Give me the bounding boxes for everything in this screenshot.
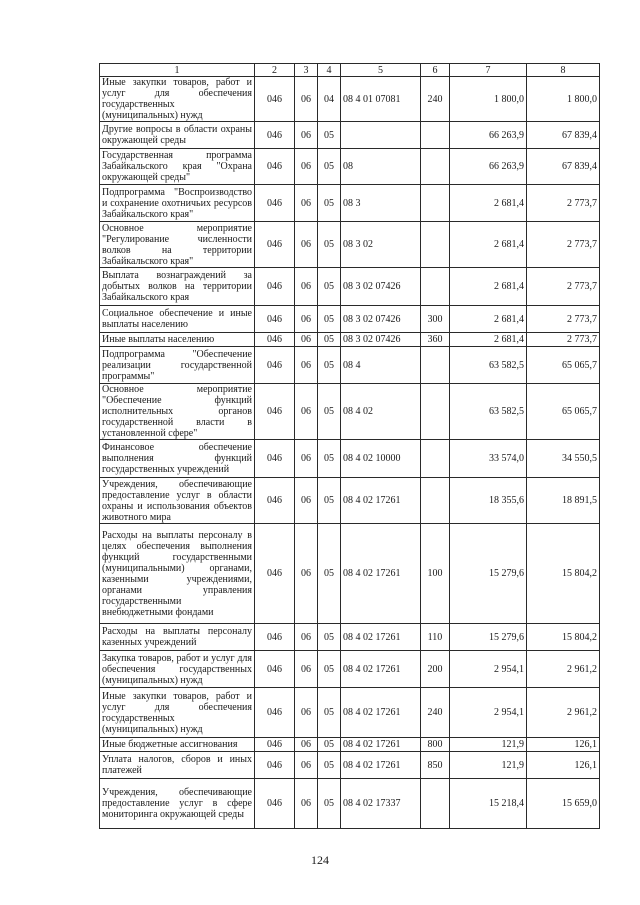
row-target-article: 08 4 02 17337 — [341, 779, 421, 829]
row-section: 06 — [295, 347, 318, 384]
row-target-article: 08 4 02 17261 — [341, 738, 421, 752]
row-amount-year2: 2 773,7 — [527, 222, 600, 268]
row-section: 06 — [295, 222, 318, 268]
row-target-article: 08 4 02 17261 — [341, 524, 421, 624]
table-header-row — [100, 64, 600, 77]
row-amount-year1: 2 681,4 — [450, 306, 527, 333]
row-section: 06 — [295, 149, 318, 185]
row-expense-type: 800 — [421, 738, 450, 752]
row-amount-year1: 121,9 — [450, 738, 527, 752]
row-expense-type: 200 — [421, 651, 450, 688]
table-row — [100, 624, 600, 651]
row-expense-type — [421, 779, 450, 829]
row-target-article: 08 4 02 17261 — [341, 478, 421, 524]
row-amount-year2: 2 773,7 — [527, 185, 600, 222]
row-amount-year2: 2 773,7 — [527, 306, 600, 333]
table-row — [100, 333, 600, 347]
row-subsection: 05 — [318, 752, 341, 779]
row-amount-year1: 18 355,6 — [450, 478, 527, 524]
row-subsection: 05 — [318, 738, 341, 752]
header-cell: 3 — [295, 64, 318, 77]
row-description: Подпрограмма "Воспроизводство и сохранение охотничьих ресурсов Забайкальского края" — [100, 185, 255, 222]
row-amount-year2: 34 550,5 — [527, 440, 600, 478]
table-row — [100, 524, 600, 624]
row-expense-type: 240 — [421, 688, 450, 738]
row-target-article: 08 4 02 17261 — [341, 624, 421, 651]
header-cell: 4 — [318, 64, 341, 77]
row-admin-code: 046 — [255, 624, 295, 651]
row-amount-year1: 2 954,1 — [450, 688, 527, 738]
row-target-article: 08 — [341, 149, 421, 185]
row-section: 06 — [295, 752, 318, 779]
row-amount-year2: 65 065,7 — [527, 384, 600, 440]
row-subsection: 05 — [318, 222, 341, 268]
row-amount-year1: 2 681,4 — [450, 222, 527, 268]
row-description: Учреждения, обеспечивающие предоставление услуг в области охраны и использования объектов животного мира — [100, 478, 255, 524]
table-row — [100, 651, 600, 688]
row-target-article: 08 4 01 07081 — [341, 77, 421, 122]
row-target-article: 08 4 02 17261 — [341, 651, 421, 688]
row-expense-type — [421, 440, 450, 478]
row-amount-year2: 18 891,5 — [527, 478, 600, 524]
row-amount-year1: 15 218,4 — [450, 779, 527, 829]
row-amount-year2: 1 800,0 — [527, 77, 600, 122]
row-section: 06 — [295, 268, 318, 306]
header-cell: 2 — [255, 64, 295, 77]
row-amount-year2: 2 773,7 — [527, 268, 600, 306]
row-admin-code: 046 — [255, 222, 295, 268]
row-amount-year2: 67 839,4 — [527, 122, 600, 149]
row-description: Иные выплаты населению — [100, 333, 255, 347]
row-admin-code: 046 — [255, 738, 295, 752]
row-section: 06 — [295, 651, 318, 688]
row-target-article: 08 4 02 10000 — [341, 440, 421, 478]
table-row — [100, 306, 600, 333]
row-admin-code: 046 — [255, 779, 295, 829]
row-subsection: 05 — [318, 524, 341, 624]
table-row — [100, 440, 600, 478]
row-admin-code: 046 — [255, 149, 295, 185]
row-admin-code: 046 — [255, 688, 295, 738]
row-amount-year1: 121,9 — [450, 752, 527, 779]
row-section: 06 — [295, 738, 318, 752]
row-description: Учреждения, обеспечивающие предоставление услуг в сфере мониторинга окружающей среды — [100, 779, 255, 829]
row-description: Иные закупки товаров, работ и услуг для обеспечения государственных (муниципальных) нужд — [100, 688, 255, 738]
row-section: 06 — [295, 440, 318, 478]
row-admin-code: 046 — [255, 384, 295, 440]
table-row — [100, 77, 600, 122]
row-expense-type — [421, 384, 450, 440]
row-amount-year1: 66 263,9 — [450, 122, 527, 149]
row-description: Другие вопросы в области охраны окружающей среды — [100, 122, 255, 149]
row-description: Подпрограмма "Обеспечение реализации государственной программы" — [100, 347, 255, 384]
table-row — [100, 222, 600, 268]
row-expense-type — [421, 122, 450, 149]
row-section: 06 — [295, 122, 318, 149]
row-section: 06 — [295, 524, 318, 624]
row-expense-type — [421, 268, 450, 306]
table-row — [100, 384, 600, 440]
table-row — [100, 122, 600, 149]
row-target-article: 08 3 02 07426 — [341, 333, 421, 347]
row-amount-year2: 126,1 — [527, 738, 600, 752]
table-row — [100, 268, 600, 306]
row-section: 06 — [295, 384, 318, 440]
header-cell: 1 — [100, 64, 255, 77]
table-row — [100, 185, 600, 222]
row-amount-year2: 15 804,2 — [527, 524, 600, 624]
row-section: 06 — [295, 306, 318, 333]
row-description: Финансовое обеспечение выполнения функций государственных учреждений — [100, 440, 255, 478]
row-amount-year2: 2 961,2 — [527, 651, 600, 688]
table-row — [100, 738, 600, 752]
row-amount-year1: 63 582,5 — [450, 347, 527, 384]
row-amount-year2: 126,1 — [527, 752, 600, 779]
row-subsection: 05 — [318, 651, 341, 688]
row-expense-type — [421, 185, 450, 222]
page-number: 124 — [311, 853, 329, 867]
row-description: Расходы на выплаты персоналу казенных учреждений — [100, 624, 255, 651]
row-amount-year1: 63 582,5 — [450, 384, 527, 440]
table-row — [100, 752, 600, 779]
row-amount-year1: 2 681,4 — [450, 185, 527, 222]
row-section: 06 — [295, 333, 318, 347]
row-expense-type: 240 — [421, 77, 450, 122]
row-description: Уплата налогов, сборов и иных платежей — [100, 752, 255, 779]
row-description: Основное мероприятие "Регулирование численности волков на территории Забайкальского края" — [100, 222, 255, 268]
row-amount-year2: 65 065,7 — [527, 347, 600, 384]
table-row — [100, 688, 600, 738]
row-admin-code: 046 — [255, 440, 295, 478]
row-amount-year1: 33 574,0 — [450, 440, 527, 478]
row-expense-type: 300 — [421, 306, 450, 333]
row-admin-code: 046 — [255, 77, 295, 122]
table-row — [100, 779, 600, 829]
row-admin-code: 046 — [255, 306, 295, 333]
row-subsection: 05 — [318, 268, 341, 306]
row-expense-type — [421, 149, 450, 185]
row-amount-year1: 2 954,1 — [450, 651, 527, 688]
row-admin-code: 046 — [255, 524, 295, 624]
row-target-article: 08 4 — [341, 347, 421, 384]
row-subsection: 05 — [318, 347, 341, 384]
row-amount-year2: 15 659,0 — [527, 779, 600, 829]
row-section: 06 — [295, 779, 318, 829]
row-section: 06 — [295, 624, 318, 651]
row-amount-year1: 2 681,4 — [450, 333, 527, 347]
row-amount-year2: 2 961,2 — [527, 688, 600, 738]
table-row — [100, 478, 600, 524]
header-cell: 8 — [527, 64, 600, 77]
row-expense-type — [421, 347, 450, 384]
row-description: Основное мероприятие "Обеспечение функций исполнительных органов государственной власти в установленной сфере" — [100, 384, 255, 440]
row-admin-code: 046 — [255, 752, 295, 779]
row-subsection: 05 — [318, 779, 341, 829]
row-subsection: 05 — [318, 122, 341, 149]
row-subsection: 05 — [318, 384, 341, 440]
row-subsection: 05 — [318, 149, 341, 185]
row-subsection: 05 — [318, 688, 341, 738]
row-admin-code: 046 — [255, 478, 295, 524]
row-subsection: 05 — [318, 185, 341, 222]
row-amount-year2: 2 773,7 — [527, 333, 600, 347]
header-cell: 6 — [421, 64, 450, 77]
row-target-article: 08 4 02 — [341, 384, 421, 440]
row-amount-year2: 15 804,2 — [527, 624, 600, 651]
table-row — [100, 347, 600, 384]
row-expense-type — [421, 478, 450, 524]
row-subsection: 05 — [318, 333, 341, 347]
row-expense-type: 850 — [421, 752, 450, 779]
row-description: Выплата вознаграждений за добытых волков на территории Забайкальского края — [100, 268, 255, 306]
row-amount-year1: 1 800,0 — [450, 77, 527, 122]
row-admin-code: 046 — [255, 268, 295, 306]
row-description: Иные закупки товаров, работ и услуг для обеспечения государственных (муниципальных) нужд — [100, 77, 255, 122]
row-target-article: 08 3 02 07426 — [341, 268, 421, 306]
row-section: 06 — [295, 77, 318, 122]
row-expense-type: 360 — [421, 333, 450, 347]
row-description: Иные бюджетные ассигнования — [100, 738, 255, 752]
header-cell: 5 — [341, 64, 421, 77]
row-admin-code: 046 — [255, 651, 295, 688]
row-expense-type: 100 — [421, 524, 450, 624]
row-description: Государственная программа Забайкальского края "Охрана окружающей среды" — [100, 149, 255, 185]
row-target-article: 08 3 02 07426 — [341, 306, 421, 333]
row-target-article: 08 3 02 — [341, 222, 421, 268]
row-subsection: 05 — [318, 478, 341, 524]
row-amount-year1: 15 279,6 — [450, 524, 527, 624]
table-row — [100, 149, 600, 185]
row-subsection: 05 — [318, 624, 341, 651]
header-cell: 7 — [450, 64, 527, 77]
row-amount-year2: 67 839,4 — [527, 149, 600, 185]
row-section: 06 — [295, 478, 318, 524]
row-subsection: 05 — [318, 440, 341, 478]
row-section: 06 — [295, 688, 318, 738]
table-body — [100, 77, 600, 829]
row-section: 06 — [295, 185, 318, 222]
row-target-article: 08 4 02 17261 — [341, 752, 421, 779]
row-expense-type — [421, 222, 450, 268]
row-expense-type: 110 — [421, 624, 450, 651]
row-description: Социальное обеспечение и иные выплаты населению — [100, 306, 255, 333]
row-description: Закупка товаров, работ и услуг для обеспечения государственных (муниципальных) нужд — [100, 651, 255, 688]
budget-table — [99, 63, 600, 829]
row-admin-code: 046 — [255, 333, 295, 347]
row-subsection: 04 — [318, 77, 341, 122]
row-target-article: 08 3 — [341, 185, 421, 222]
row-admin-code: 046 — [255, 185, 295, 222]
row-amount-year1: 66 263,9 — [450, 149, 527, 185]
row-admin-code: 046 — [255, 347, 295, 384]
row-subsection: 05 — [318, 306, 341, 333]
row-admin-code: 046 — [255, 122, 295, 149]
row-description: Расходы на выплаты персоналу в целях обеспечения выполнения функций государственными (муниципальными) органами, казенными учреждениями, органами управления государственными внебюджетными фондами — [100, 524, 255, 624]
row-target-article: 08 4 02 17261 — [341, 688, 421, 738]
row-target-article — [341, 122, 421, 149]
row-amount-year1: 2 681,4 — [450, 268, 527, 306]
row-amount-year1: 15 279,6 — [450, 624, 527, 651]
